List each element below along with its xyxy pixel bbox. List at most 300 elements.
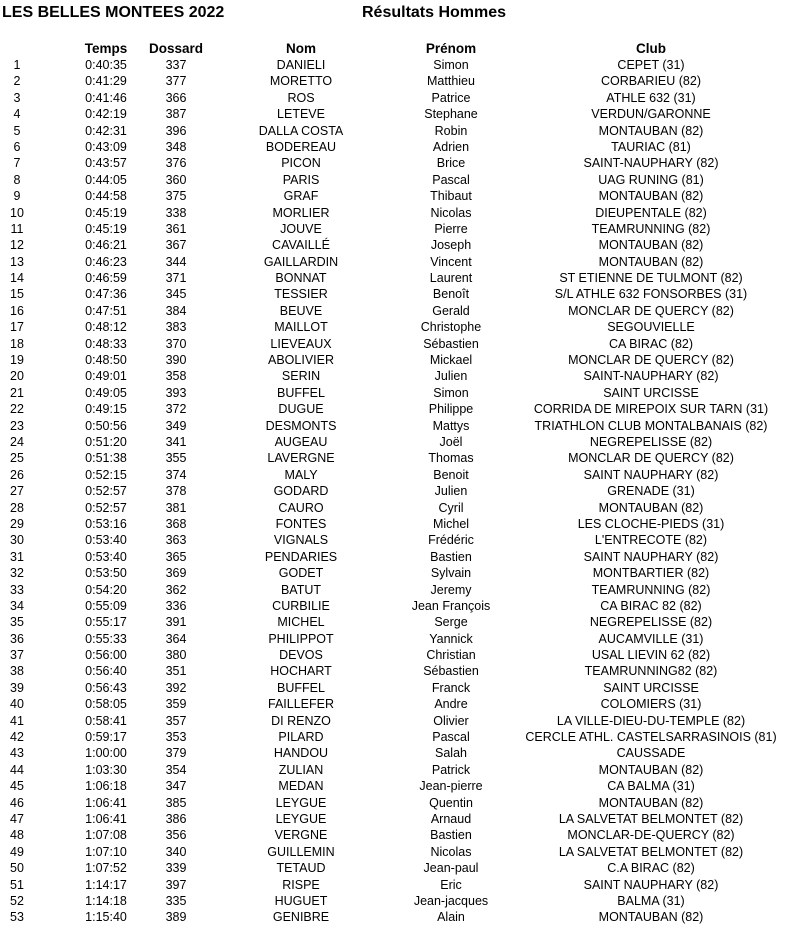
club-cell: MONTAUBAN (82) <box>598 238 704 253</box>
rank-cell: 16 <box>10 303 24 318</box>
prenom-cell: Alain <box>437 910 465 925</box>
rank-cell: 1 <box>13 58 21 72</box>
club-cell: MONTAUBAN (82) <box>598 189 704 204</box>
prenom-cell: Joseph <box>430 238 472 253</box>
bib-cell: 364 <box>165 631 187 646</box>
bib-cell: 386 <box>165 811 187 826</box>
rank-cell: 39 <box>10 680 24 695</box>
bib-cell: 381 <box>165 500 187 515</box>
prenom-cell: Andre <box>434 697 468 712</box>
club-cell: ST ETIENNE DE TULMONT (82) <box>559 271 743 286</box>
time-cell: 0:42:31 <box>85 123 127 138</box>
time-cell: 0:49:01 <box>85 369 127 384</box>
rank-cell: 41 <box>10 713 24 728</box>
rank-cell: 40 <box>10 697 24 712</box>
club-cell: SEGOUVIELLE <box>607 320 695 335</box>
club-cell: SAINT URCISSE <box>603 385 699 400</box>
club-cell: USAL LIEVIN 62 (82) <box>591 648 711 663</box>
rank-cell: 37 <box>10 648 24 663</box>
time-cell: 1:06:18 <box>85 779 127 794</box>
nom-cell: MEDAN <box>278 779 324 794</box>
table-row <box>0 483 798 499</box>
prenom-cell: Adrien <box>432 139 470 154</box>
bib-cell: 379 <box>165 746 187 761</box>
time-cell: 0:55:09 <box>85 598 127 613</box>
time-cell: 0:43:57 <box>85 156 127 171</box>
table-row <box>0 663 798 679</box>
nom-cell: GENIBRE <box>272 910 330 925</box>
nom-cell: MICHEL <box>277 615 325 630</box>
nom-cell: DUGUE <box>278 402 324 417</box>
club-cell: MONTAUBAN (82) <box>598 254 704 269</box>
nom-cell: DANIELI <box>276 58 326 72</box>
club-cell: GRENADE (31) <box>607 484 695 499</box>
prenom-cell: Franck <box>431 680 471 695</box>
table-row <box>0 713 798 729</box>
time-cell: 0:48:50 <box>85 353 127 368</box>
bib-cell: 366 <box>165 90 187 105</box>
prenom-cell: Robin <box>434 123 468 138</box>
bib-cell: 357 <box>165 713 187 728</box>
bib-cell: 390 <box>165 353 187 368</box>
table-row <box>0 745 798 761</box>
nom-cell: PENDARIES <box>264 549 338 564</box>
prenom-cell: Benoit <box>433 467 469 482</box>
time-cell: 1:03:30 <box>85 762 127 777</box>
club-cell: LA SALVETAT BELMONTET (82) <box>558 844 744 859</box>
table-row <box>0 844 798 860</box>
time-cell: 0:46:23 <box>85 254 127 269</box>
nom-cell: GRAF <box>283 189 319 204</box>
table-header <box>0 40 798 57</box>
bib-cell: 345 <box>165 287 187 302</box>
club-cell: SAINT NAUPHARY (82) <box>583 467 719 482</box>
prenom-cell: Vincent <box>430 254 472 269</box>
time-cell: 1:07:10 <box>85 844 127 859</box>
table-row <box>0 614 798 630</box>
nom-cell: PARIS <box>282 172 320 187</box>
time-cell: 0:52:15 <box>85 467 127 482</box>
prenom-cell: Pierre <box>434 221 468 236</box>
club-cell: MONCLAR DE QUERCY (82) <box>568 303 734 318</box>
nom-cell: SERIN <box>281 369 321 384</box>
bib-cell: 372 <box>165 402 187 417</box>
rank-cell: 20 <box>10 369 24 384</box>
club-cell: CA BIRAC (82) <box>608 336 694 351</box>
table-row <box>0 860 798 876</box>
table-row <box>0 827 798 843</box>
prenom-cell: Gerald <box>432 303 470 318</box>
time-cell: 0:41:46 <box>85 90 127 105</box>
table-row <box>0 434 798 450</box>
nom-cell: HANDOU <box>273 746 329 761</box>
prenom-cell: Julien <box>434 369 468 384</box>
rank-cell: 53 <box>10 910 24 925</box>
rank-cell: 27 <box>10 484 24 499</box>
results-table <box>0 40 798 926</box>
time-cell: 0:51:38 <box>85 451 127 466</box>
time-cell: 0:46:59 <box>85 271 127 286</box>
club-cell: MONTBARTIER (82) <box>592 566 710 581</box>
rank-cell: 4 <box>13 107 21 122</box>
bib-cell: 392 <box>165 680 187 695</box>
nom-cell: LIEVEAUX <box>270 336 332 351</box>
prenom-cell: Serge <box>434 615 468 630</box>
time-cell: 1:07:08 <box>85 828 127 843</box>
club-cell: SAINT-NAUPHARY (82) <box>583 156 719 171</box>
rank-cell: 42 <box>10 730 24 745</box>
time-cell: 0:47:36 <box>85 287 127 302</box>
table-row <box>0 877 798 893</box>
prenom-cell: Benoît <box>432 287 470 302</box>
time-cell: 0:44:58 <box>85 189 127 204</box>
nom-cell: CAVAILLÉ <box>272 238 330 253</box>
time-cell: 0:56:40 <box>85 664 127 679</box>
bib-cell: 365 <box>165 549 187 564</box>
nom-cell: LEYGUE <box>275 795 327 810</box>
bib-cell: 384 <box>165 303 187 318</box>
table-row <box>0 106 798 122</box>
nom-cell: PICON <box>281 156 321 171</box>
nom-cell: VERGNE <box>274 828 328 843</box>
rank-cell: 32 <box>10 566 24 581</box>
rank-cell: 7 <box>13 156 21 171</box>
table-row <box>0 123 798 139</box>
club-cell: CORRIDA DE MIREPOIX SUR TARN (31) <box>533 402 769 417</box>
bib-cell: 378 <box>165 484 187 499</box>
bib-cell: 361 <box>165 221 187 236</box>
bib-cell: 389 <box>165 910 187 925</box>
table-row <box>0 696 798 712</box>
rank-cell: 51 <box>10 877 24 892</box>
table-row <box>0 155 798 171</box>
prenom-cell: Arnaud <box>430 811 472 826</box>
club-cell: AUCAMVILLE (31) <box>598 631 704 646</box>
nom-cell: MALY <box>284 467 318 482</box>
nom-cell: MORLIER <box>272 205 330 220</box>
bib-cell: 353 <box>165 730 187 745</box>
bib-cell: 375 <box>165 189 187 204</box>
bib-cell: 367 <box>165 238 187 253</box>
prenom-cell: Jean-jacques <box>413 893 489 908</box>
bib-cell: 348 <box>165 139 187 154</box>
rank-cell: 18 <box>10 336 24 351</box>
table-row <box>0 795 798 811</box>
time-cell: 1:15:40 <box>85 910 127 925</box>
table-row <box>0 647 798 663</box>
nom-cell: DEVOS <box>279 648 323 663</box>
club-cell: SAINT NAUPHARY (82) <box>583 877 719 892</box>
club-cell: CEPET (31) <box>617 58 685 72</box>
time-cell: 0:53:40 <box>85 533 127 548</box>
bib-cell: 387 <box>165 107 187 122</box>
club-cell: TEAMRUNNING (82) <box>591 221 711 236</box>
bib-cell: 344 <box>165 254 187 269</box>
bib-cell: 374 <box>165 467 187 482</box>
rank-cell: 30 <box>10 533 24 548</box>
nom-cell: MAILLOT <box>274 320 328 335</box>
prenom-cell: Jean François <box>411 598 491 613</box>
time-cell: 0:58:05 <box>85 697 127 712</box>
rank-cell: 11 <box>10 221 24 236</box>
rank-cell: 24 <box>10 434 24 449</box>
time-cell: 0:40:35 <box>85 58 127 72</box>
club-cell: MONTAUBAN (82) <box>598 123 704 138</box>
nom-cell: TETAUD <box>276 861 326 876</box>
time-cell: 0:48:12 <box>85 320 127 335</box>
table-row <box>0 188 798 204</box>
prenom-cell: Philippe <box>428 402 474 417</box>
time-cell: 0:53:16 <box>85 516 127 531</box>
nom-cell: HOCHART <box>270 664 332 679</box>
table-row <box>0 139 798 155</box>
bib-cell: 371 <box>165 271 187 286</box>
nom-cell: BUFFEL <box>277 385 325 400</box>
time-cell: 1:06:41 <box>85 795 127 810</box>
rank-cell: 45 <box>10 779 24 794</box>
prenom-cell: Sylvain <box>430 566 472 581</box>
table-row <box>0 303 798 319</box>
rank-cell: 14 <box>10 271 24 286</box>
nom-cell: VIGNALS <box>273 533 329 548</box>
table-row <box>0 319 798 335</box>
rank-cell: 3 <box>13 90 21 105</box>
rank-cell: 31 <box>10 549 24 564</box>
table-row <box>0 680 798 696</box>
time-cell: 0:52:57 <box>85 484 127 499</box>
table-row <box>0 57 798 73</box>
prenom-cell: Thomas <box>428 451 474 466</box>
bib-cell: 347 <box>165 779 187 794</box>
prenom-cell: Sébastien <box>423 336 479 351</box>
table-row <box>0 762 798 778</box>
rank-cell: 26 <box>10 467 24 482</box>
rank-cell: 13 <box>10 254 24 269</box>
bib-cell: 358 <box>165 369 187 384</box>
club-cell: BALMA (31) <box>617 893 685 908</box>
table-row <box>0 172 798 188</box>
prenom-cell: Frédéric <box>428 533 474 548</box>
prenom-cell: Michel <box>432 516 470 531</box>
bib-cell: 391 <box>165 615 187 630</box>
rank-cell: 22 <box>10 402 24 417</box>
club-cell: TEAMRUNNING82 (82) <box>584 664 718 679</box>
prenom-cell: Mattys <box>432 418 470 433</box>
bib-cell: 336 <box>165 598 187 613</box>
prenom-cell: Laurent <box>429 271 473 286</box>
table-row <box>0 336 798 352</box>
club-cell: CA BIRAC 82 (82) <box>600 598 702 613</box>
table-row <box>0 450 798 466</box>
club-cell: MONCLAR DE QUERCY (82) <box>568 451 734 466</box>
club-cell: NEGREPELISSE (82) <box>589 615 713 630</box>
rank-cell: 17 <box>10 320 24 335</box>
time-cell: 1:14:18 <box>85 893 127 908</box>
club-cell: C.A BIRAC (82) <box>607 861 695 876</box>
prenom-cell: Cyril <box>438 500 464 515</box>
table-row <box>0 811 798 827</box>
club-cell: LES CLOCHE-PIEDS (31) <box>577 516 725 531</box>
prenom-cell: Joël <box>439 434 463 449</box>
table-row <box>0 286 798 302</box>
time-cell: 0:41:29 <box>85 74 127 89</box>
rank-cell: 33 <box>10 582 24 597</box>
table-row <box>0 221 798 237</box>
rank-cell: 15 <box>10 287 24 302</box>
time-cell: 0:53:50 <box>85 566 127 581</box>
time-cell: 0:56:00 <box>85 648 127 663</box>
table-row <box>0 549 798 565</box>
prenom-cell: Christophe <box>420 320 482 335</box>
table-body <box>0 57 798 926</box>
prenom-cell: Christian <box>426 648 476 663</box>
table-row <box>0 254 798 270</box>
prenom-cell: Simon <box>433 58 469 72</box>
bib-cell: 337 <box>165 58 187 72</box>
rank-cell: 9 <box>13 189 21 204</box>
bib-cell: 377 <box>165 74 187 89</box>
prenom-cell: Sébastien <box>423 664 479 679</box>
rank-cell: 38 <box>10 664 24 679</box>
nom-cell: LAVERGNE <box>267 451 335 466</box>
rank-cell: 48 <box>10 828 24 843</box>
rank-cell: 44 <box>10 762 24 777</box>
club-cell: DIEUPENTALE (82) <box>595 205 707 220</box>
table-row <box>0 385 798 401</box>
prenom-cell: Olivier <box>433 713 469 728</box>
club-cell: MONTAUBAN (82) <box>598 910 704 925</box>
bib-cell: 351 <box>165 664 187 679</box>
bib-cell: 340 <box>165 844 187 859</box>
prenom-cell: Jean-pierre <box>419 779 483 794</box>
nom-cell: DALLA COSTA <box>258 123 344 138</box>
table-row <box>0 778 798 794</box>
time-cell: 0:50:56 <box>85 418 127 433</box>
rank-cell: 35 <box>10 615 24 630</box>
club-cell: CORBARIEU (82) <box>600 74 702 89</box>
table-row <box>0 909 798 925</box>
bib-cell: 359 <box>165 697 187 712</box>
time-cell: 0:54:20 <box>85 582 127 597</box>
bib-cell: 385 <box>165 795 187 810</box>
page-title: LES BELLES MONTEES 2022 <box>2 4 225 21</box>
prenom-cell: Thibaut <box>430 189 472 204</box>
club-cell: SAINT-NAUPHARY (82) <box>583 369 719 384</box>
nom-cell: PHILIPPOT <box>268 631 334 646</box>
bib-cell: 335 <box>165 893 187 908</box>
table-row <box>0 565 798 581</box>
bib-cell: 341 <box>165 434 187 449</box>
bib-cell: 370 <box>165 336 187 351</box>
table-row <box>0 532 798 548</box>
club-cell: MONCLAR DE QUERCY (82) <box>568 353 734 368</box>
club-cell: CAUSSADE <box>616 746 686 761</box>
table-row <box>0 467 798 483</box>
time-cell: 0:49:05 <box>85 385 127 400</box>
table-row <box>0 368 798 384</box>
header-prenom: Prénom <box>425 41 477 56</box>
nom-cell: ROS <box>287 90 315 105</box>
nom-cell: GODET <box>278 566 324 581</box>
bib-cell: 368 <box>165 516 187 531</box>
nom-cell: DI RENZO <box>271 713 331 728</box>
club-cell: MONTAUBAN (82) <box>598 795 704 810</box>
rank-cell: 23 <box>10 418 24 433</box>
prenom-cell: Yannick <box>429 631 473 646</box>
bib-cell: 362 <box>165 582 187 597</box>
prenom-cell: Jean-paul <box>423 861 479 876</box>
table-row <box>0 73 798 89</box>
prenom-cell: Mickael <box>429 353 473 368</box>
rank-cell: 47 <box>10 811 24 826</box>
nom-cell: LEYGUE <box>275 811 327 826</box>
prenom-cell: Salah <box>435 746 467 761</box>
prenom-cell: Nicolas <box>430 844 472 859</box>
time-cell: 0:58:41 <box>85 713 127 728</box>
header-time: Temps <box>84 41 128 56</box>
rank-cell: 46 <box>10 795 24 810</box>
prenom-cell: Nicolas <box>430 205 472 220</box>
header-club: Club <box>636 41 666 56</box>
nom-cell: BATUT <box>280 582 322 597</box>
bib-cell: 354 <box>165 762 187 777</box>
club-cell: MONCLAR-DE-QUERCY (82) <box>567 828 735 843</box>
time-cell: 0:53:40 <box>85 549 127 564</box>
prenom-cell: Matthieu <box>427 74 475 89</box>
table-row <box>0 352 798 368</box>
nom-cell: JOUVE <box>280 221 322 236</box>
table-row <box>0 270 798 286</box>
prenom-cell: Julien <box>434 484 468 499</box>
prenom-cell: Eric <box>440 877 462 892</box>
nom-cell: GAILLARDIN <box>263 254 339 269</box>
time-cell: 0:44:05 <box>85 172 127 187</box>
rank-cell: 52 <box>10 893 24 908</box>
table-row <box>0 582 798 598</box>
time-cell: 1:07:52 <box>85 861 127 876</box>
table-row <box>0 598 798 614</box>
nom-cell: CURBILIE <box>272 598 330 613</box>
time-cell: 0:47:51 <box>85 303 127 318</box>
prenom-cell: Stephane <box>424 107 478 122</box>
time-cell: 1:06:41 <box>85 811 127 826</box>
bib-cell: 339 <box>165 861 187 876</box>
nom-cell: MORETTO <box>269 74 333 89</box>
nom-cell: LETEVE <box>277 107 325 122</box>
club-cell: LA SALVETAT BELMONTET (82) <box>558 811 744 826</box>
club-cell: COLOMIERS (31) <box>600 697 702 712</box>
bib-cell: 376 <box>165 156 187 171</box>
table-row <box>0 516 798 532</box>
club-cell: ATHLE 632 (31) <box>606 90 696 105</box>
prenom-cell: Patrick <box>431 762 471 777</box>
time-cell: 0:56:43 <box>85 680 127 695</box>
nom-cell: TESSIER <box>274 287 328 302</box>
rank-cell: 21 <box>10 385 24 400</box>
prenom-cell: Jeremy <box>430 582 472 597</box>
nom-cell: FAILLEFER <box>268 697 334 712</box>
time-cell: 0:43:09 <box>85 139 127 154</box>
page-subtitle: Résultats Hommes <box>362 4 507 21</box>
club-cell: SAINT URCISSE <box>603 680 699 695</box>
rank-cell: 12 <box>10 238 24 253</box>
time-cell: 0:45:19 <box>85 221 127 236</box>
time-cell: 0:46:21 <box>85 238 127 253</box>
rank-cell: 25 <box>10 451 24 466</box>
time-cell: 0:42:19 <box>85 107 127 122</box>
rank-cell: 28 <box>10 500 24 515</box>
nom-cell: DESMONTS <box>265 418 337 433</box>
